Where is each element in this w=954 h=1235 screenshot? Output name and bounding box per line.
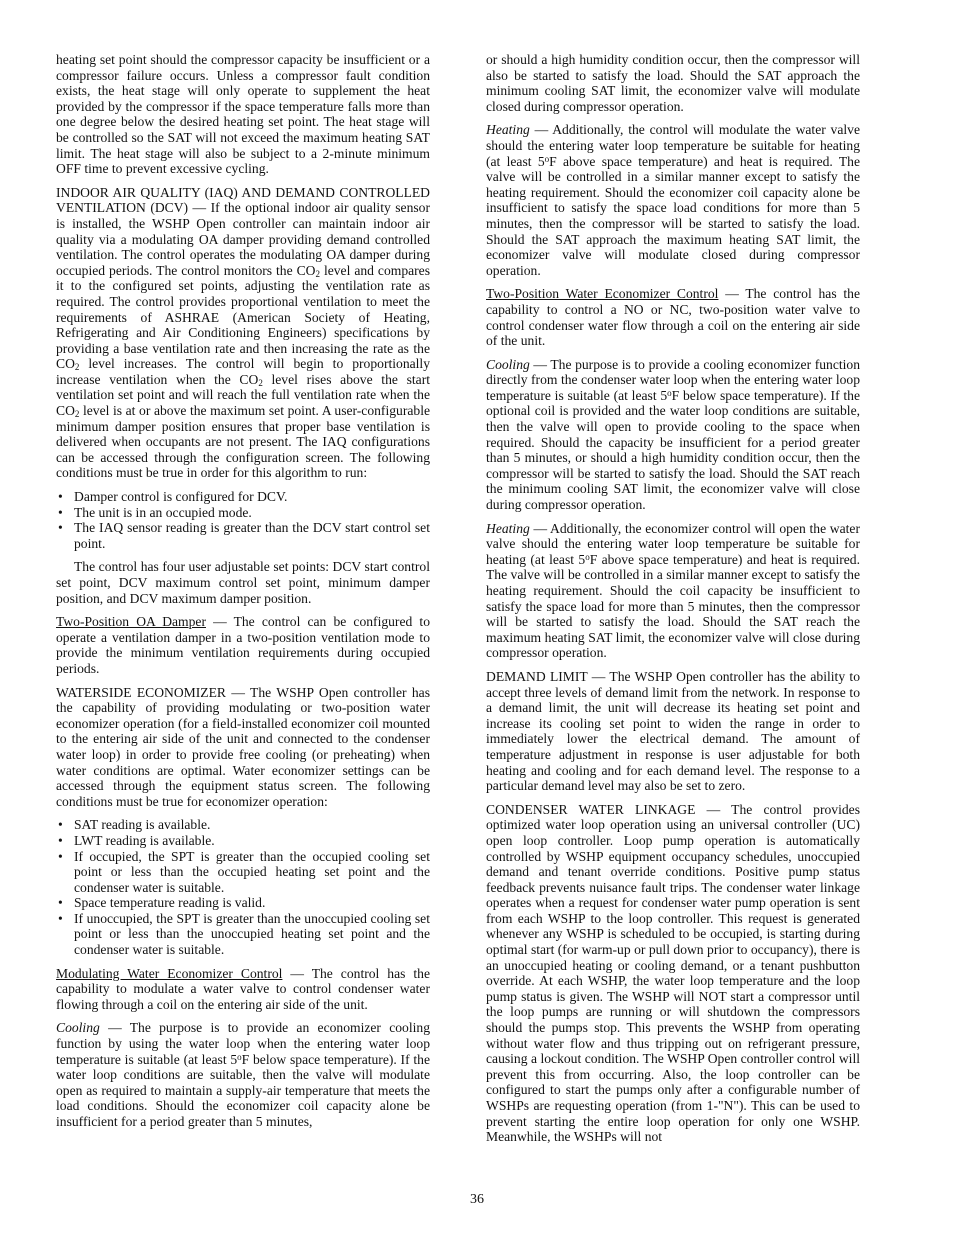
list-item: • If unoccupied, the SPT is greater than the unoccupied cooling set point or less than the unoccupied heating set point and the condenser water is suitable. (56, 911, 430, 958)
cooling-paragraph (56, 1020, 430, 1129)
waterside-economizer-paragraph: WATERSIDE ECONOMIZER — The WSHP Open controller has the capability of providing modulating or two-position water economizer operation (for a field-installed economizer coil mounted to the entering air side of the unit and connected to the condenser water loop) in order to provide free cooling (or preheating) when water conditions are optimal. Water economizer settings can be accessed through the equipment status screen. The following conditions must be true for economizer operation: (56, 684, 430, 809)
list-item: • If occupied, the SPT is greater than the occupied cooling set point or less than the occupied heating set point and the condenser water is suitable. (56, 849, 430, 896)
modulating-economizer-paragraph (56, 966, 430, 1013)
cooling-text-1: — The purpose is to provide an economizer cooling function by using the water loop when the entering water loop temperature is suitable (at least 5 (56, 1020, 430, 1067)
co2-subscript: 2 (315, 268, 320, 279)
modulating-economizer-heading: Modulating Water Economizer Control (56, 965, 283, 981)
heating-text-2: F above space temperature) and heat is required. The valve will be controlled in a similar manner except to satisfy the heating requirement. Should the economizer coil capacity alone be insufficient to satisfy the space load conditions for more than 5 minutes, then the compressor will be started to satisfy the load. Should the SAT approach the maximum heating SAT limit, the economizer valve will modulate closed during compressor operation. (486, 153, 860, 278)
two-position-water-heading: Two-Position Water Economizer Control (486, 286, 719, 302)
heating-heading: Heating (486, 122, 530, 138)
cooling-heading: Cooling (56, 1020, 100, 1036)
iaq-text-4: level rises above the start ventilation set point and will reach the full ventilation rate when the CO (56, 371, 430, 419)
cooling-text-2: F below space temperature). If the water loop conditions are suitable, then the valve will modulate open as required to maintain a supply-air temperature that meets the load conditions. Should the economizer coil capacity alone be insufficient for a period greater than 5 minutes, (56, 1051, 430, 1129)
page-number: 36 (470, 1192, 484, 1207)
two-position-water-text: — The control has the capability to control a NO or NC, two-position water valve to control condenser water flow through a coil on the entering air side of the unit. (486, 286, 860, 349)
heating-text-1: — Additionally, the control will modulate the water valve should the entering water loop temperature be suitable for heating (at least 5 (486, 122, 860, 169)
heating-paragraph-1 (486, 122, 860, 278)
right-column (486, 52, 860, 1153)
cooling-heading: Cooling (486, 356, 530, 372)
degree-symbol: o (667, 387, 672, 398)
two-position-oa-heading: Two-Position OA Damper (56, 614, 206, 630)
heating-paragraph-2 (486, 521, 860, 661)
compressor-continuation-paragraph: or should a high humidity condition occur, then the compressor will also be started to satisfy the load. Should the SAT approach the minimum cooling SAT limit, the economizer valve will modulate closed during compressor operation. (486, 52, 860, 114)
heating-text-2: F above space temperature) and heat is required. The valve will be controlled in a similar manner except to satisfy the heating requirement. Should the coil capacity be insufficient to satisfy the space load for more than 5 minutes, then the compressor will be started to satisfy the load. Should the SAT reach the maximum heating SAT limit, the economizer valve will close during compressor operation. (486, 551, 860, 661)
list-item: • Damper control is configured for DCV. (56, 489, 430, 505)
list-item: • Space temperature reading is valid. (56, 895, 430, 911)
cooling-paragraph-2 (486, 357, 860, 513)
heating-heading: Heating (486, 520, 530, 536)
list-item: • SAT reading is available. (56, 817, 430, 833)
co2-subscript: 2 (74, 409, 80, 420)
heating-text-1: — Additionally, the economizer control will open the water valve should the entering water loop temperature be suitable for heating (at least 5 (486, 520, 860, 567)
two-position-water-paragraph (486, 286, 860, 348)
economizer-conditions-list (56, 817, 430, 957)
setpoints-paragraph: The control has four user adjustable set points: DCV start control set point, DCV maximum control set point, minimum damper position, and DCV maximum damper position. (56, 559, 430, 606)
iaq-text-3: level increases. The control will begin to proportionally increase ventilation when the CO (56, 356, 430, 387)
cooling-text-1: — The purpose is to provide a cooling economizer function directly from the condenser water loop when the entering water loop temperature is suitable (at least 5 (486, 356, 860, 403)
heat-stage-paragraph: heating set point should the compressor capacity be insufficient or a compressor failure occurs. Unless a compressor fault condition exists, the heat stage will only operate to supplement the heat provided by the compressor if the space temperature falls more than one degree below the desired heating set point. The heat stage will be controlled so the SAT will not exceed the maximum heating SAT limit. The heat stage will also be subject to a 2-minute minimum OFF time to prevent excessive cycling. (56, 52, 430, 177)
condenser-water-linkage-paragraph: CONDENSER WATER LINKAGE — The control provides optimized water loop operation using an universal controller (UC) open loop controller. Loop pump operation is automatically controlled by WSHP equipment occupancy schedules, unoccupied demand and tenant override conditions. Positive pump status feedback prevents nuisance fault trips. The condenser water linkage operates when a request for condenser water pump operation is sent from each WSHP to the loop controller. This request is generated whenever any WSHP is scheduled to be occupied, is starting during optimal start (for warm-up or pull down prior to occupancy), there is an unoccupied heating or cooling demand, or a tenant pushbutton override. At each WSHP, the water loop temperature and the loop pump status is given. The WSHP will NOT start a compressor until the loop pumps are running or will shutdown the compressors should the pumps stop. This prevents the WSHP from operating without water flow and thus tripping out on refrigerant pressure, causing a lockout condition. The WSHP Open controller control will prevent this from occurring. Also, the loop controller can be configured to start the pumps only after a configurable number of WSHPs are requesting operation (from 1-"N"). This can be used to prevent starting the entire loop operation for only one WSHP. Meanwhile, the WSHPs will not (486, 801, 860, 1145)
dcv-conditions-list (56, 489, 430, 551)
co2-subscript: 2 (258, 377, 263, 388)
degree-symbol: o (237, 1051, 242, 1062)
list-item: • LWT reading is available. (56, 833, 430, 849)
iaq-text-5: level is at or above the maximum set point. A user-configurable minimum damper position ensures that proper base ventilation is delivered when occupants are not present. The IAQ configurations can be accessed through the configuration screen. The following conditions must be true in order for this algorithm to run: (56, 403, 430, 481)
cooling-text-2: F below space temperature). If the optional coil is provided and the water loop conditions are suitable, then the valve will open to provide cooling to the space when required. Should the capacity be insufficient for a period greater than 5 minutes, or should a high humidity condition occur, then the compressor will be started to satisfy the load. Should the SAT reach the minimum cooling SAT limit, the economizer valve will close during compressor operation. (486, 387, 860, 513)
list-item: • The IAQ sensor reading is greater than the DCV start control set point. (56, 520, 430, 551)
iaq-dcv-paragraph (56, 185, 430, 481)
left-column (56, 52, 430, 1138)
degree-symbol: o (544, 153, 550, 164)
list-item: • The unit is in an occupied mode. (56, 505, 430, 521)
two-position-oa-paragraph (56, 614, 430, 676)
iaq-text-2: level and compares it to the configured set points, adjusting the ventilation rate as required. The control provides proportional ventilation to meet the requirements of ASHRAE (American Society of Heating, Refrigerating and Air Conditioning Engineers) specifications by providing a base ventilation rate and then increasing the rate as the CO (56, 262, 431, 372)
demand-limit-paragraph: DEMAND LIMIT — The WSHP Open controller has the ability to accept three levels of demand limit from the network. In response to a demand limit, the unit will decrease its heating set point and increase its cooling set point to widen the range in order to immediately lower the electrical demand. The amount of temperature adjustment in response is user adjustable for both heating and cooling and for each demand level. The response to a particular demand level may also be set to zero. (486, 668, 860, 794)
co2-subscript: 2 (74, 362, 80, 373)
iaq-text-1: INDOOR AIR QUALITY (IAQ) AND DEMAND CONTROLLED VENTILATION (DCV) — If the optional indoor air quality sensor is installed, the WSHP Open controller can maintain indoor air quality via a modulating OA damper providing demand controlled ventilation. The control operates the modulating OA damper during occupied periods. The control monitors the CO (56, 184, 430, 278)
degree-symbol: o (585, 551, 590, 562)
modulating-economizer-text: — The control has the capability to modulate a water valve to control condenser water flowing through a coil on the entering air side of the unit. (56, 965, 430, 1012)
two-position-oa-text: — The control can be configured to operate a ventilation damper in a two-position ventilation mode to provide the minimum ventilation requirements during occupied periods. (56, 614, 430, 676)
